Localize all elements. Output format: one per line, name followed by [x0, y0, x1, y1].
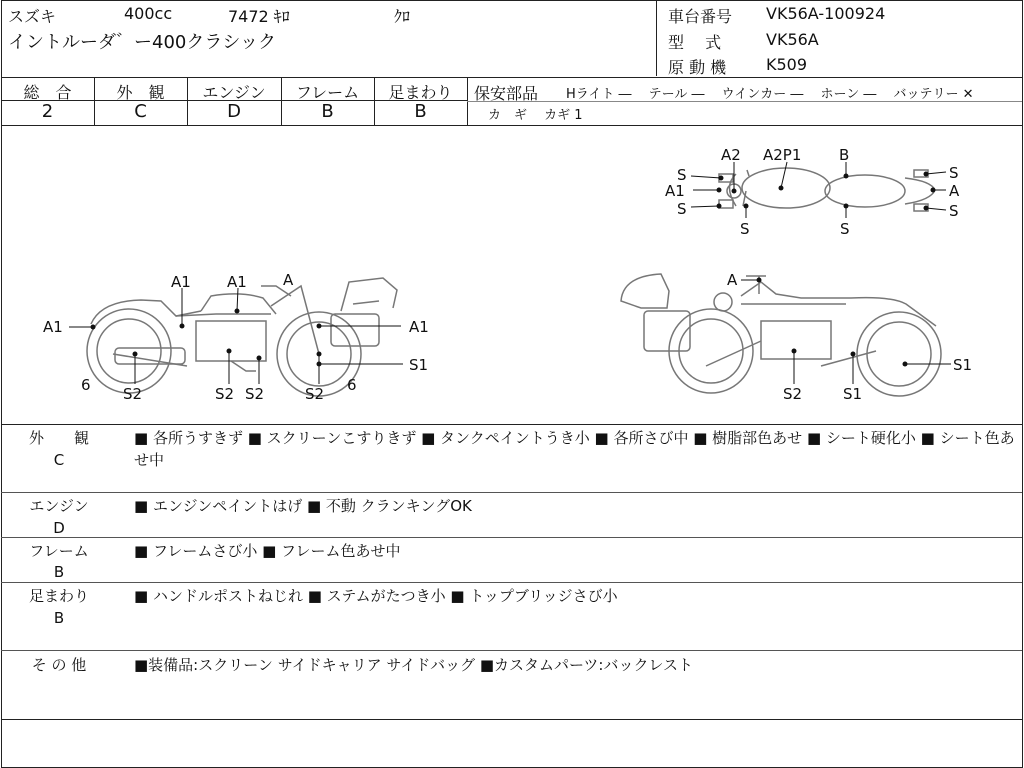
damage-pointers — [69, 162, 951, 384]
row-rule-1 — [1, 492, 1022, 493]
mark-top-s-1: S — [677, 166, 687, 184]
row-rule-5 — [1, 719, 1022, 720]
grade-value-overall: 2 — [41, 101, 54, 122]
condition-label-exterior: 外 観 — [28, 429, 89, 447]
grade-value-exterior: C — [134, 101, 147, 122]
header-divider — [656, 0, 657, 76]
condition-text-frame: ■ フレームさび小 ■ フレーム色あせ中 — [134, 542, 401, 560]
model-code-label: 型 式 — [668, 33, 722, 52]
mark-left-s2-1: S2 — [123, 385, 143, 403]
mark-left-a1-3: A1 — [227, 273, 247, 291]
mark-top-a2p1: A2P1 — [763, 146, 802, 164]
model-code: VK56A — [766, 30, 819, 49]
mark-right-s2: S2 — [783, 385, 803, 403]
grade-value-engine: D — [227, 101, 241, 122]
condition-grade-exterior: C — [53, 451, 65, 469]
mark-top-s-5: S — [740, 220, 750, 238]
safety-title: 保安部品 — [474, 84, 539, 103]
displacement: 400cc — [124, 4, 173, 23]
mark-left-6-2: 6 — [347, 376, 357, 394]
condition-text-suspension: ■ ハンドルポストねじれ ■ ステムがたつき小 ■ トップブリッジさび小 — [134, 587, 618, 605]
grade-label-engine: エンジン — [202, 83, 266, 102]
damage-diagram — [1, 126, 1021, 424]
mark-top-s-4: S — [949, 202, 959, 220]
condition-text-other: ■装備品:スクリーン サイドキャリア サイドバッグ ■カスタムパーツ:バックレスト — [134, 656, 694, 674]
grade-label-frame: フレーム — [295, 83, 360, 102]
damage-dots — [91, 172, 936, 367]
grade-value-frame: B — [321, 101, 334, 122]
mark-top-a1: A1 — [665, 182, 685, 200]
condition-label-frame: フレーム — [29, 542, 89, 560]
mark-left-s2-4: S2 — [305, 385, 325, 403]
grade-label-overall: 総 合 — [23, 83, 72, 102]
row-rule-4 — [1, 650, 1022, 651]
maker: スズキ — [8, 7, 57, 26]
header-bottom-rule — [1, 77, 1022, 78]
mark-top-b: B — [839, 146, 850, 164]
right-view-bike — [621, 274, 941, 396]
mark-left-a: A — [283, 271, 294, 289]
mark-left-a1-4: A1 — [409, 318, 429, 336]
condition-grade-frame: B — [53, 563, 65, 581]
mark-left-a1-2: A1 — [171, 273, 191, 291]
condition-text-engine: ■ エンジンペイントはげ ■ 不動 クランキングOK — [134, 497, 472, 515]
mark-left-6-1: 6 — [81, 376, 91, 394]
condition-text-exterior: ■ 各所うすきず ■ スクリーンこすりきず ■ タンクペイントうき小 ■ 各所さび中 ■ 樹脂部色あせ ■ シート硬化小 ■ シート色あせ中 — [134, 429, 1015, 469]
top-view-bike — [719, 168, 935, 211]
diagram-bottom-rule — [1, 424, 1022, 425]
mark-right-a: A — [727, 271, 738, 289]
mark-top-a: A — [949, 182, 960, 200]
condition-grade-suspension: B — [53, 609, 65, 627]
frame-no: VK56A-100924 — [766, 4, 886, 23]
condition-label-other: そ の 他 — [31, 656, 87, 674]
mark-left-s2-2: S2 — [215, 385, 235, 403]
engine-model: K509 — [766, 55, 808, 74]
color: ｸﾛ — [394, 7, 411, 26]
mark-right-s1-2: S1 — [843, 385, 863, 403]
mark-left-s1: S1 — [409, 356, 429, 374]
condition-label-suspension: 足まわり — [28, 587, 89, 605]
safety-items: Hライト ― テール ― ウインカー ― ホーン ― バッテリー ✕ — [566, 87, 974, 102]
grade-label-exterior: 外 観 — [116, 83, 165, 102]
condition-grade-engine: D — [53, 519, 65, 537]
mark-right-s1-1: S1 — [953, 356, 973, 374]
frame-no-label: 車台番号 — [668, 7, 733, 26]
engine-model-label: 原 動 機 — [668, 58, 727, 77]
mileage: 7472 ｷﾛ — [228, 7, 290, 26]
mark-top-s-3: S — [677, 200, 687, 218]
mark-left-a1-1: A1 — [43, 318, 63, 336]
grade-value-suspension: B — [414, 101, 427, 122]
mark-top-s-2: S — [949, 164, 959, 182]
mark-top-a2: A2 — [721, 146, 741, 164]
key-line: カ ギ カギ 1 — [488, 108, 583, 123]
mark-top-s-6: S — [840, 220, 850, 238]
grade-label-suspension: 足まわり — [388, 83, 453, 102]
condition-label-engine: エンジン — [29, 497, 89, 515]
mark-left-s2-3: S2 — [245, 385, 265, 403]
model-name: イントルーダ゛ー400クラシック — [8, 32, 276, 53]
row-rule-3 — [1, 582, 1022, 583]
safety-mid-rule — [467, 101, 1022, 102]
row-rule-2 — [1, 537, 1022, 538]
